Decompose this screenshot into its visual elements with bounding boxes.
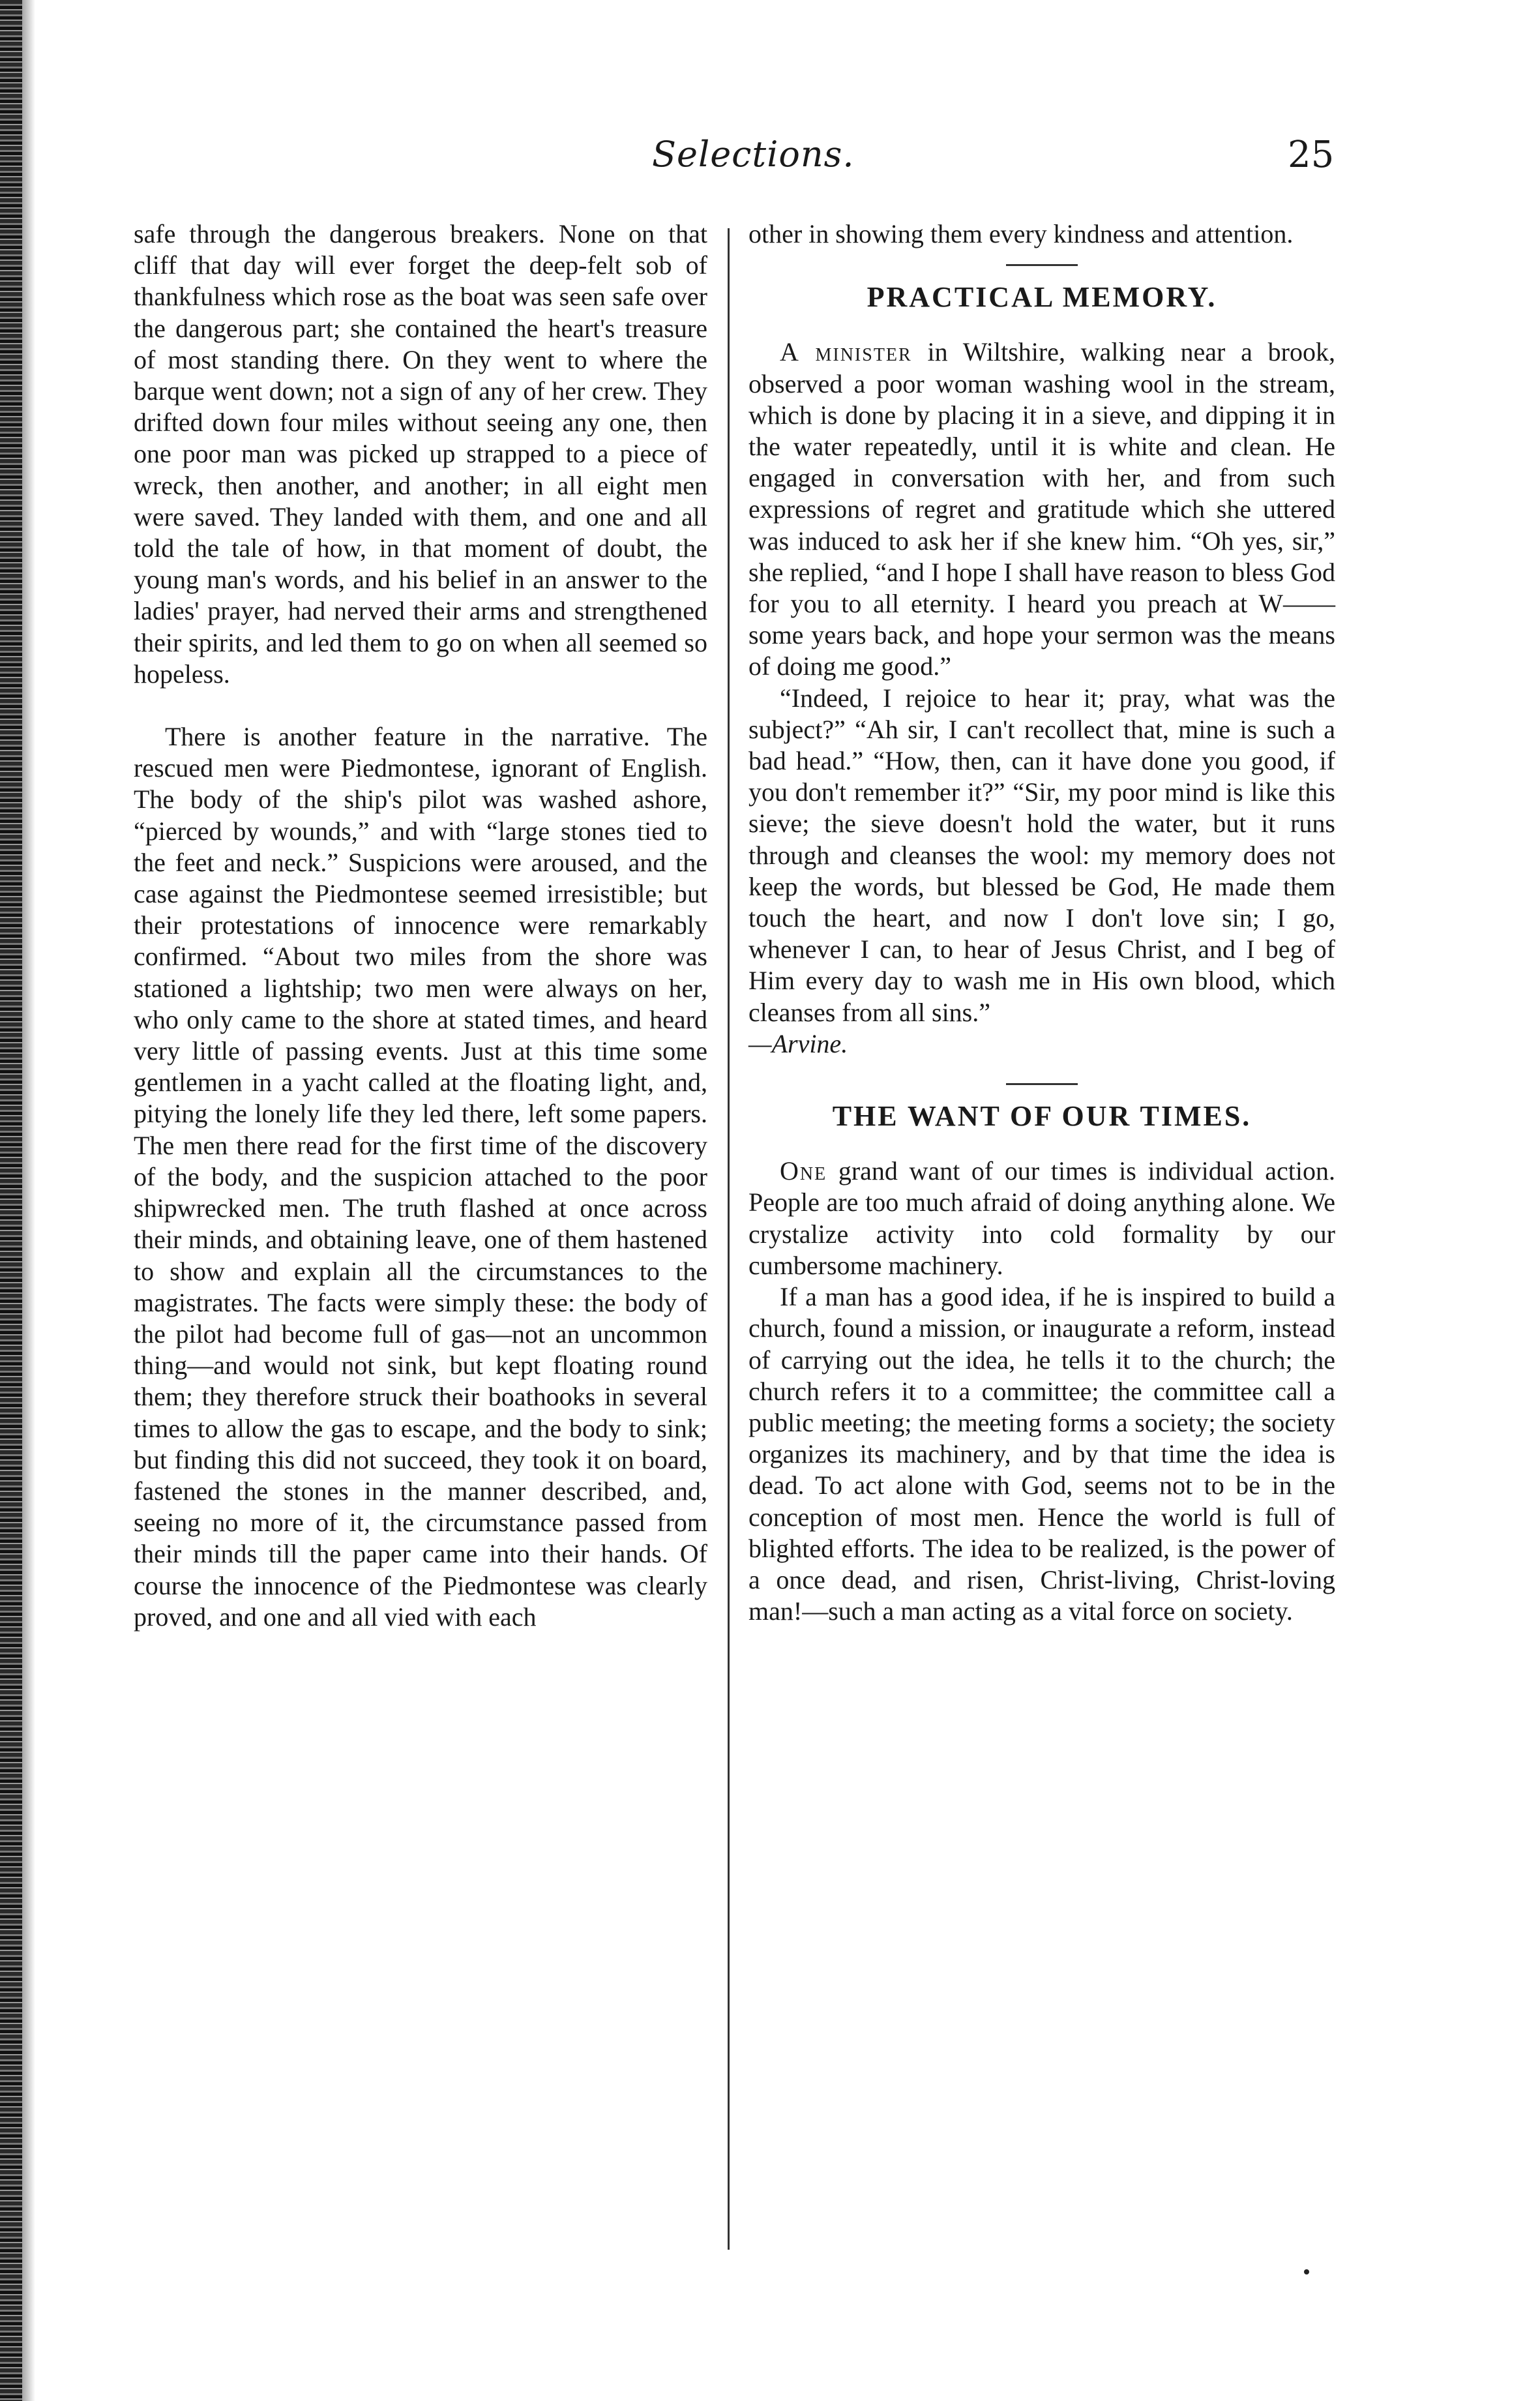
section-heading: THE WANT OF OUR TIMES.	[832, 1100, 1252, 1133]
paragraph: safe through the dangerous breakers. None on that cliff that day will ever forget the deep-felt sob of thankfulness which rose as the boat was seen safe over the dangerous part; she contained the heart's treasure of most standing there. On they went to where the barque went down; not a sign of any of her crew. They drifted down four miles without seeing any one, then one poor man was picked up strapped to a piece of wreck, then another, and another; in all eight men were saved. They landed with them, and one and all told the tale of how, in that moment of doubt, the young man's words, and his belief in an answer to the ladies' prayer, had nerved their arms and strengthened their spirits, and led them to go on when all seemed so hopeless.	[134, 219, 707, 689]
lead-word: One	[780, 1156, 827, 1186]
page-number: 25	[1288, 134, 1335, 176]
running-head	[0, 134, 1540, 186]
binding-shadow	[22, 0, 35, 2401]
paragraph-continuation: other in showing them every kindness and attention.	[748, 219, 1294, 248]
paragraph-body: in Wiltshire, walking near a brook, observed a poor woman washing wool in the stream, which is done by placing it in a sieve, and dipping it in the water repeatedly, until it is white and clean. He engaged in conversation with her, and from such expressions of regret and gratitude which she uttered was induced to ask her if she knew him. “Oh yes, sir,” she replied, “and I hope I shall have reason to bless God for you to all eternity. I heard you preach at W—— some years back, and hope your sermon was the means of doing me good.”	[748, 337, 1335, 681]
paragraph	[748, 1156, 1335, 1281]
section-heading: PRACTICAL MEMORY.	[866, 281, 1217, 314]
paragraph-body: grand want of our times is individual action. People are too much afraid of doing anything alone. We crystalize activity into cold formality by our cumbersome machinery.	[748, 1156, 1335, 1280]
right-column	[748, 218, 1335, 1627]
running-title: Selections.	[652, 134, 855, 175]
left-column	[134, 218, 707, 1633]
column-divider	[728, 228, 730, 2250]
lead-word: A minister	[780, 337, 912, 367]
attribution: —Arvine.	[748, 1028, 848, 1058]
paragraph: “Indeed, I rejoice to hear it; pray, what was the subject?” “Ah sir, I can't recollect that, mine is such a bad head.” “How, then, can it have done you good, if you don't remember it?” “Sir, my poor mind is like this sieve; the sieve doesn't hold the water, but it runs through and cleanses the wool: my memory does not keep the words, but blessed be God, He made them touch the heart, and now I don't love sin; I go, whenever I can, to hear of Jesus Christ, and I beg of Him every day to wash me in His own blood, which cleanses from all sins.”	[748, 683, 1335, 1027]
ink-speck	[1304, 2269, 1309, 2274]
section-rule	[1006, 1083, 1078, 1085]
paragraph: If a man has a good idea, if he is inspired to build a church, found a mission, or inaugurate a reform, instead of carrying out the idea, he tells it to the church; the church refers it to a committee; the committee call a public meeting; the meeting forms a society; the society organizes its machinery, and by that time the idea is dead. To act alone with God, seems not to be in the conception of most men. Hence the world is full of blighted efforts. The idea to be realized, is the power of a once dead, and risen, Christ-living, Christ-loving man!—such a man acting as a vital force on society.	[748, 1282, 1335, 1626]
binding-edge	[0, 0, 22, 2401]
paragraph: There is another feature in the narrative. The rescued men were Piedmontese, ignorant of English. The body of the ship's pilot was washed ashore, “pierced by wounds,” and with “large stones tied to the feet and neck.” Suspicions were aroused, and the case against the Piedmontese seemed irresistible; but their protestations of innocence were remarkably confirmed. “About two miles from the shore was stationed a lightship; two men were always on her, who only came to the shore at stated times, and heard very little of passing events. Just at this time some gentlemen in a yacht called at the floating light, and, pitying the lonely life they led there, left some papers. The men there read for the first time of the discovery of the body, and the suspicion attached to the poor shipwrecked men. The truth flashed at once across their minds, and obtaining leave, one of them hastened to show and explain all the circumstances to the magistrates. The facts were simply these: the body of the pilot had become full of gas—not an uncommon thing—and would not sink, but kept floating round them; they therefore struck their boathooks in several times to allow the gas to escape, and the body to sink; but finding this did not succeed, they took it on board, fastened the stones in the manner described, and, seeing no more of it, the circumstance passed from their minds till the paper came into their hands. Of course the innocence of the Piedmontese was clearly proved, and one and all vied with each	[134, 722, 707, 1632]
section-rule	[1006, 264, 1078, 266]
paragraph	[748, 336, 1335, 682]
